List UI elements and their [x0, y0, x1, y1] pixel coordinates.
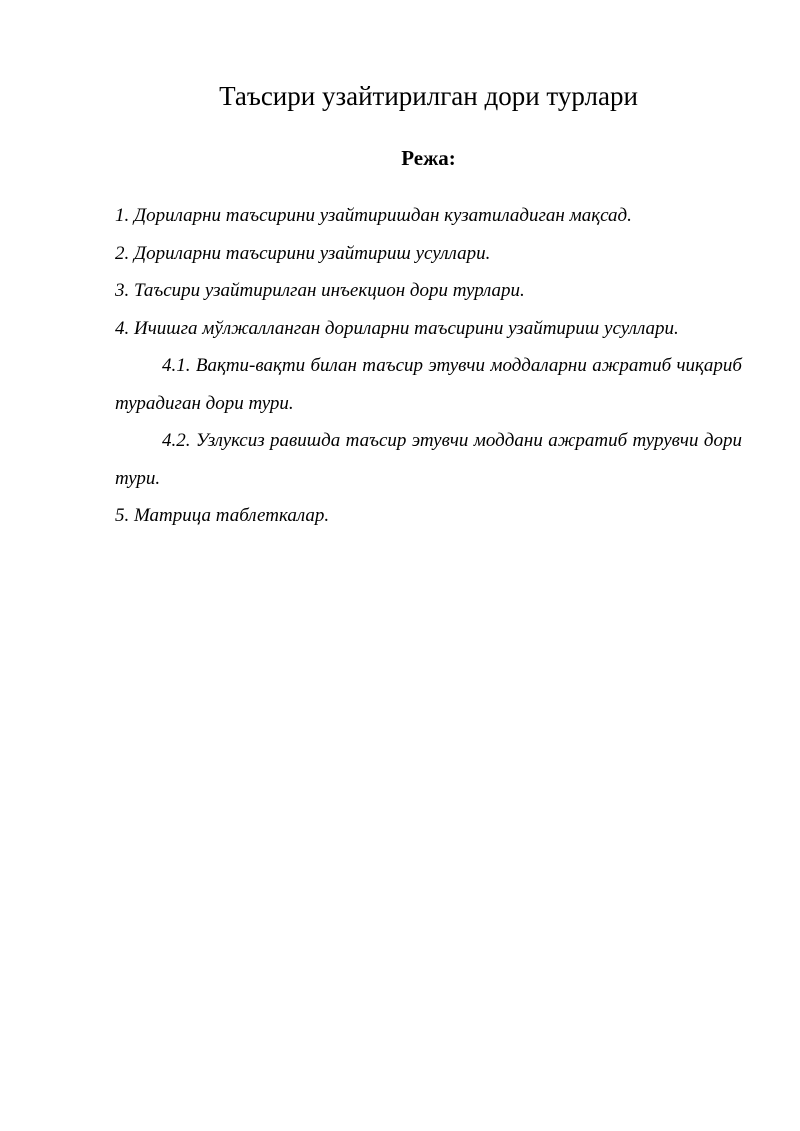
plan-item: 1. Дориларни таъсирини узайтиришдан кузатиладиган мақсад. [115, 205, 632, 226]
plan-item: 4. Ичишга мўлжалланган дориларни таъсирини узайтириш усуллари. [115, 317, 679, 339]
plan-item: 3. Таъсири узайтирилган инъекцион дори турлари. [115, 280, 525, 301]
plan-heading: Режа: [401, 146, 456, 170]
document-title: Таъсири узайтирилган дори турлари [219, 81, 638, 111]
plan-subitem: 4.1. Вақти-вақти билан таъсир этувчи моддаларни ажратиб чиқариб турадиган дори тури. [115, 355, 742, 414]
plan-subitem: 4.2. Узлуксиз равишда таъсир этувчи моддани ажратиб турувчи дори тури. [115, 430, 742, 489]
plan-list [115, 197, 742, 535]
plan-item: 2. Дориларни таъсирини узайтириш усуллари. [115, 242, 491, 264]
plan-item: 5. Матрица таблеткалар. [115, 505, 330, 526]
